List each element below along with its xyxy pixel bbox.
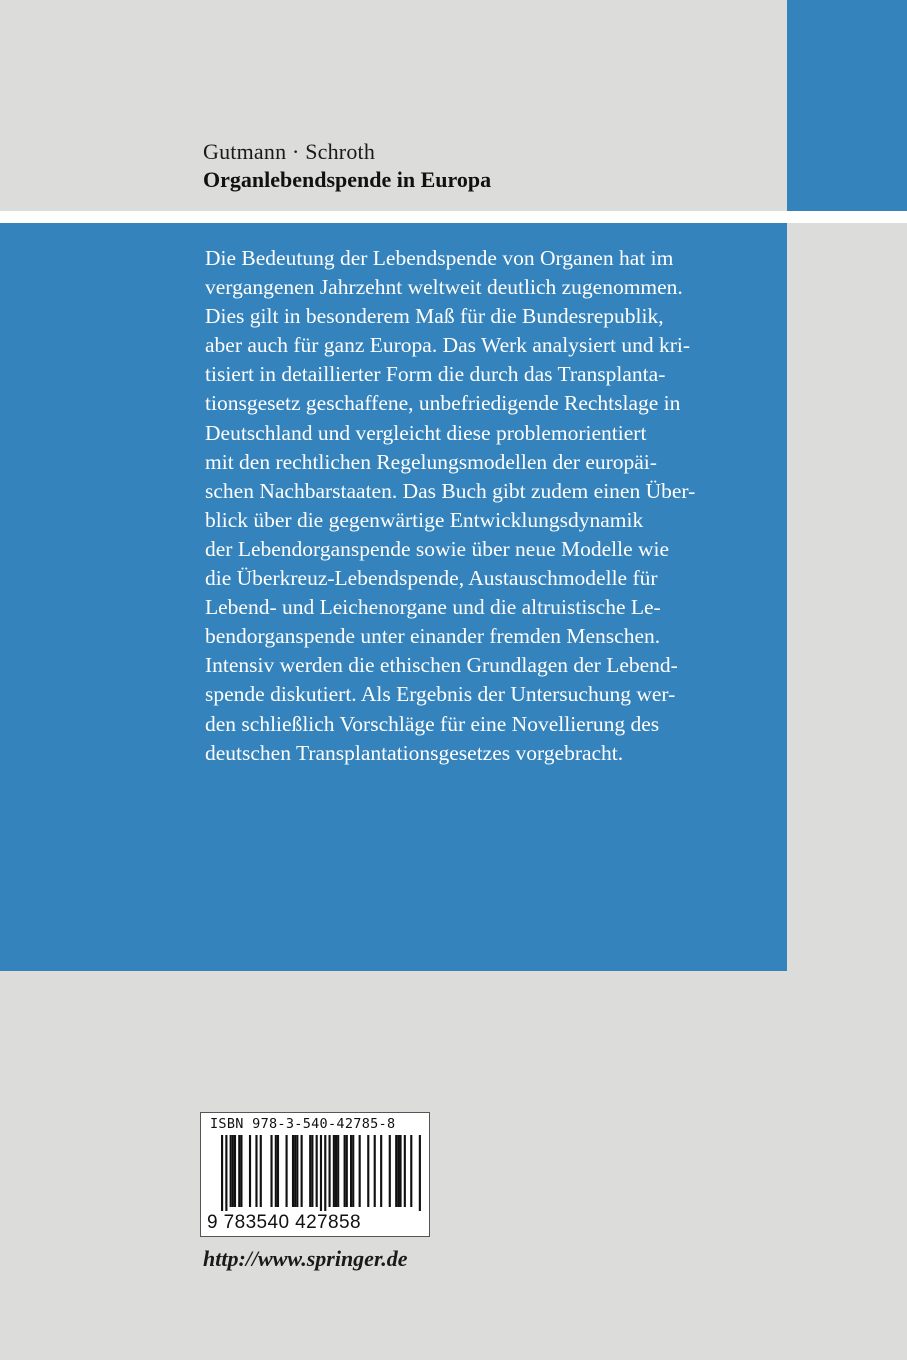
author-names: Gutmann · Schroth: [203, 139, 376, 164]
barcode-bar: [270, 1135, 272, 1207]
barcode-bar: [335, 1135, 337, 1207]
barcode-bar: [238, 1135, 240, 1207]
blurb-line: spende diskutiert. Als Ergebnis der Untersuchung wer-: [205, 682, 676, 707]
blurb-line: Intensiv werden die ethischen Grundlagen der Lebend-: [205, 653, 678, 678]
barcode-bar: [249, 1135, 251, 1207]
barcode-bar: [234, 1135, 236, 1207]
barcode-bar: [275, 1135, 277, 1207]
barcode-bar: [221, 1135, 223, 1211]
barcode-bar: [232, 1135, 234, 1207]
blurb-line: schen Nachbarstaaten. Das Buch gibt zudem einen Über-: [205, 478, 696, 503]
barcode-bar: [294, 1135, 296, 1207]
barcode-bar: [389, 1135, 391, 1207]
blurb-line: vergangenen Jahrzehnt weltweit deutlich zugenommen.: [205, 275, 683, 300]
blurb-line: Die Bedeutung der Lebendspende von Organen hat im: [205, 246, 674, 270]
blurb-line: bendorganspende unter einander fremden Menschen.: [205, 624, 661, 649]
barcode-bar: [399, 1135, 401, 1207]
barcode-bar: [260, 1135, 262, 1207]
barcode-bar: [359, 1135, 361, 1207]
barcode-bar: [352, 1135, 354, 1207]
blurb-line: blick über die gegenwärtige Entwicklungsdynamik: [205, 507, 644, 532]
barcode-bar: [296, 1135, 298, 1207]
blurb-line: tisiert in detaillierter Form die durch das Transplanta-: [205, 362, 666, 387]
book-title: Organlebendspende in Europa: [203, 167, 492, 192]
barcode-bar: [320, 1135, 322, 1211]
barcode-bar: [329, 1135, 331, 1207]
blurb-line: tionsgesetz geschaffene, unbefriedigende Rechtslage in: [205, 391, 681, 416]
barcode-bar: [337, 1135, 339, 1207]
blurb-line: Deutschland und vergleicht diese problemorientiert: [205, 420, 647, 445]
barcode-bars: [207, 1135, 423, 1211]
barcode-bar: [404, 1135, 406, 1207]
barcode-bar: [410, 1135, 412, 1207]
barcode-bar: [225, 1135, 227, 1211]
ean-digits: 9 783540 427858: [207, 1212, 361, 1233]
barcode-bar: [380, 1135, 382, 1207]
barcode-bar: [255, 1135, 257, 1207]
blurb-line: deutschen Transplantationsgesetzes vorgebracht.: [205, 740, 624, 765]
barcode-bar: [324, 1135, 326, 1211]
barcode-bar: [277, 1135, 279, 1207]
barcode-bar: [397, 1135, 399, 1207]
barcode-bar: [374, 1135, 376, 1207]
barcode-bar: [395, 1135, 397, 1207]
divider-stripe: [0, 211, 907, 223]
barcode-bar: [240, 1135, 242, 1207]
isbn-label: ISBN 978-3-540-42785-8: [210, 1116, 396, 1132]
blurb-line: die Überkreuz-Lebendspende, Austauschmodelle für: [205, 566, 658, 591]
barcode-bar: [367, 1135, 369, 1207]
blurb-line: Lebend- und Leichenorgane und die altruistische Le-: [205, 595, 661, 620]
barcode-bar: [311, 1135, 313, 1207]
barcode-bar: [292, 1135, 294, 1207]
blurb-line: aber auch für ganz Europa. Das Werk analysiert und kri-: [205, 333, 691, 358]
blurb-text: [205, 244, 765, 768]
blurb-line: den schließlich Vorschläge für eine Novellierung des: [205, 711, 660, 736]
top-right-color-band: [787, 0, 907, 211]
isbn-barcode: [200, 1112, 430, 1237]
publisher-url: http://www.springer.de: [203, 1246, 408, 1271]
barcode-bar: [350, 1135, 352, 1207]
blurb-line: der Lebendorganspende sowie über neue Modelle wie: [205, 536, 670, 561]
barcode-bar: [230, 1135, 232, 1207]
blurb-line: mit den rechtlichen Regelungsmodellen der europäi-: [205, 449, 657, 474]
barcode-bar: [286, 1135, 288, 1207]
barcode-bar: [316, 1135, 318, 1207]
barcode-bar: [344, 1135, 346, 1207]
barcode-bar: [309, 1135, 311, 1207]
barcode-bar: [346, 1135, 348, 1207]
barcode-bar: [333, 1135, 335, 1207]
barcode-bar: [419, 1135, 421, 1211]
barcode-bar: [301, 1135, 303, 1207]
blurb-line: Dies gilt in besonderem Maß für die Bundesrepublik,: [205, 304, 664, 329]
